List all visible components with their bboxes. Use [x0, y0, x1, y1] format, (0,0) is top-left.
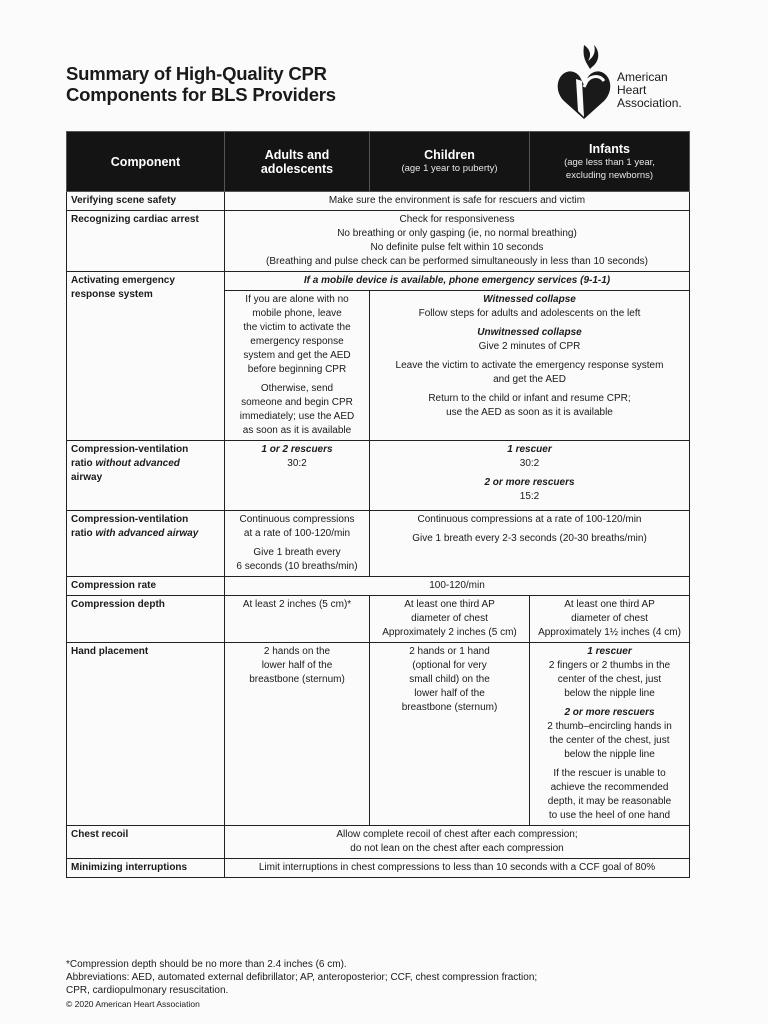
label-text: ratio	[71, 528, 96, 539]
text-line: emergency response	[250, 336, 344, 347]
text-line: Give 1 breath every 2-3 seconds (20-30 breaths/min)	[412, 533, 647, 544]
header-infants-label: Infants	[589, 141, 630, 156]
header-children-label: Children	[424, 148, 475, 162]
witnessed-heading: Witnessed collapse	[483, 294, 576, 305]
text-line: Approximately 1½ inches (4 cm)	[538, 627, 681, 638]
row-label-ratio-airway	[67, 511, 225, 577]
label-emphasis: with advanced airway	[95, 528, 199, 539]
unwitnessed-heading: Unwitnessed collapse	[477, 327, 582, 338]
ratio-no-airway-label-1: Compression-ventilation	[71, 444, 189, 455]
text-line: achieve the recommended	[550, 782, 669, 793]
heart-torch-icon	[554, 41, 614, 121]
text-line: diameter of chest	[411, 613, 488, 624]
arrest-line-3: No definite pulse felt within 10 seconds	[370, 242, 544, 253]
table-header-row	[67, 132, 690, 192]
row-label-cardiac-arrest: Recognizing cardiac arrest	[67, 211, 225, 272]
text-line: breastbone (sternum)	[401, 702, 498, 713]
row-label-compression-rate: Compression rate	[67, 577, 225, 596]
activating-child-infant-cell	[370, 291, 690, 441]
recoil-line-2: do not lean on the chest after each compression	[350, 843, 564, 854]
row-chest-recoil	[67, 826, 690, 859]
document-title	[66, 63, 336, 105]
row-activating-mobile	[67, 272, 690, 291]
return-line-1: Return to the child or infant and resume CPR;	[428, 393, 631, 404]
ratio-value-1: 30:2	[519, 458, 540, 469]
row-ratio-no-airway	[67, 441, 690, 511]
text-line: below the nipple line	[564, 749, 655, 760]
text-line: small child) on the	[409, 674, 490, 685]
ratio-no-airway-label-2	[71, 457, 220, 471]
text-line: depth, it may be reasonable	[547, 796, 672, 807]
text-line: system and get the AED	[243, 350, 351, 361]
text-line: the victim to activate the	[243, 322, 351, 333]
header-children-sub: (age 1 year to puberty)	[401, 163, 498, 174]
header-adults	[225, 132, 370, 192]
text-line: someone and begin CPR	[241, 397, 353, 408]
row-label-scene-safety: Verifying scene safety	[67, 192, 225, 211]
header-adults-line-2: adolescents	[260, 161, 334, 176]
row-compression-rate	[67, 577, 690, 596]
text-line: at a rate of 100-120/min	[243, 528, 351, 539]
text-line: breastbone (sternum)	[249, 674, 345, 685]
abbreviations-line-1: Abbreviations: AED, automated external defibrillator; AP, anteroposterior; CCF, chest compression fraction;	[66, 972, 538, 983]
ratio-no-airway-child-infant	[370, 441, 690, 511]
two-rescuers-heading: 2 or more rescuers	[484, 477, 575, 488]
header-infants	[530, 132, 690, 192]
activating-label-2: response system	[71, 289, 153, 300]
header-infants-sub-2: excluding newborns)	[565, 169, 654, 181]
scene-safety-text: Make sure the environment is safe for rescuers and victim	[225, 192, 690, 211]
header-component-label: Component	[110, 154, 181, 169]
row-label-ratio-no-airway	[67, 441, 225, 511]
depth-adult: At least 2 inches (5 cm)*	[225, 596, 370, 643]
row-compression-depth	[67, 596, 690, 643]
text-line: Give 1 breath every	[253, 547, 341, 558]
copyright: © 2020 American Heart Association	[66, 999, 200, 1009]
unwitnessed-text: Give 2 minutes of CPR	[478, 341, 581, 352]
one-rescuer-heading: 1 rescuer	[587, 646, 632, 657]
text-line: At least one third AP	[404, 599, 495, 610]
ratio-no-airway-label-3: airway	[71, 472, 103, 483]
logo-text-line-3: Association.	[617, 96, 682, 110]
row-cardiac-arrest	[67, 211, 690, 272]
activating-label-1: Activating emergency	[71, 275, 175, 286]
label-emphasis: without advanced	[95, 458, 180, 469]
footnote-depth: *Compression depth should be no more than 2.4 inches (6 cm).	[66, 959, 347, 970]
header-adults-line-1: Adults and	[264, 147, 330, 162]
abbreviations-line-2: CPR, cardiopulmonary resuscitation.	[66, 985, 229, 996]
chest-recoil-cell	[225, 826, 690, 859]
return-line-2: use the AED as soon as it is available	[446, 407, 613, 418]
logo-text-line-1: American	[617, 70, 668, 84]
header-children	[370, 132, 530, 192]
two-rescuers-heading: 2 or more rescuers	[564, 707, 655, 718]
header-infants-sub-1: (age less than 1 year,	[564, 156, 655, 168]
depth-infant	[530, 596, 690, 643]
recoil-line-1: Allow complete recoil of chest after each compression;	[336, 829, 578, 840]
text-line: lower half of the	[414, 688, 485, 699]
row-scene-safety	[67, 192, 690, 211]
text-line: lower half of the	[261, 660, 333, 671]
text-line: as soon as it is available	[242, 425, 352, 436]
activating-adult-cell	[225, 291, 370, 441]
arrest-line-4: (Breathing and pulse check can be performed simultaneously in less than 10 seconds)	[266, 256, 648, 267]
row-ratio-airway	[67, 511, 690, 577]
depth-child	[370, 596, 530, 643]
one-rescuer-heading: 1 rescuer	[507, 444, 552, 455]
row-label-interruptions: Minimizing interruptions	[67, 859, 225, 878]
text-line: Continuous compressions at a rate of 100-120/min	[417, 514, 642, 525]
witnessed-text: Follow steps for adults and adolescents on the left	[418, 308, 641, 319]
text-line: to use the heel of one hand	[548, 810, 671, 821]
compression-rate-text: 100-120/min	[225, 577, 690, 596]
interruptions-text: Limit interruptions in chest compressions to less than 10 seconds with a CCF goal of 80%	[225, 859, 690, 878]
text-line: below the nipple line	[564, 688, 655, 699]
title-line-1: Summary of High-Quality CPR	[66, 63, 327, 84]
ratio-no-airway-adult	[225, 441, 370, 511]
aha-logo	[554, 41, 700, 121]
text-line: 2 fingers or 2 thumbs in the	[548, 660, 671, 671]
text-line: Continuous compressions	[239, 514, 355, 525]
activating-mobile-text: If a mobile device is available, phone emergency services (9-1-1)	[225, 272, 690, 291]
row-label-compression-depth: Compression depth	[67, 596, 225, 643]
hand-child	[370, 643, 530, 826]
text-line: 2 thumb–encircling hands in	[547, 721, 672, 732]
text-line: immediately; use the AED	[239, 411, 355, 422]
ratio-airway-adult	[225, 511, 370, 577]
label-text: ratio	[71, 458, 96, 469]
text-line: Otherwise, send	[260, 383, 334, 394]
leave-line-1: Leave the victim to activate the emergency response system	[395, 360, 664, 371]
arrest-line-2: No breathing or only gasping (ie, no normal breathing)	[337, 228, 577, 239]
text-line: (optional for very	[412, 660, 487, 671]
hand-infant	[530, 643, 690, 826]
text-line: If the rescuer is unable to	[553, 768, 666, 779]
text-line: center of the chest, just	[557, 674, 662, 685]
ratio-airway-label-2	[71, 527, 220, 541]
activating-adult-p2	[229, 382, 365, 438]
activating-adult-p1	[229, 293, 365, 377]
text-line: 6 seconds (10 breaths/min)	[236, 561, 358, 572]
row-hand-placement	[67, 643, 690, 826]
text-line: the center of the chest, just	[549, 735, 670, 746]
text-line: 2 hands or 1 hand	[409, 646, 490, 657]
ratio-value: 30:2	[287, 458, 307, 469]
cpr-components-table	[66, 131, 690, 878]
arrest-line-1: Check for responsiveness	[399, 214, 515, 225]
cardiac-arrest-cell	[225, 211, 690, 272]
rescuers-heading: 1 or 2 rescuers	[261, 444, 333, 455]
text-line: diameter of chest	[571, 613, 648, 624]
row-interruptions	[67, 859, 690, 878]
ratio-value-2: 15:2	[519, 491, 540, 502]
row-label-chest-recoil: Chest recoil	[67, 826, 225, 859]
logo-wordmark	[617, 71, 682, 110]
header-component	[67, 132, 225, 192]
leave-line-2: and get the AED	[493, 374, 566, 385]
text-line: mobile phone, leave	[252, 308, 342, 319]
row-label-hand-placement: Hand placement	[67, 643, 225, 826]
ratio-airway-label-1: Compression-ventilation	[71, 514, 189, 525]
text-line: Approximately 2 inches (5 cm)	[382, 627, 517, 638]
row-label-activating	[67, 272, 225, 441]
title-line-2: Components for BLS Providers	[66, 84, 336, 105]
text-line: before beginning CPR	[247, 364, 347, 375]
text-line: 2 hands on the	[263, 646, 331, 657]
text-line: If you are alone with no	[245, 294, 349, 305]
logo-text-line-2: Heart	[617, 83, 647, 97]
hand-adult	[225, 643, 370, 826]
text-line: At least one third AP	[564, 599, 655, 610]
footer-notes	[66, 958, 706, 1011]
ratio-airway-child-infant	[370, 511, 690, 577]
